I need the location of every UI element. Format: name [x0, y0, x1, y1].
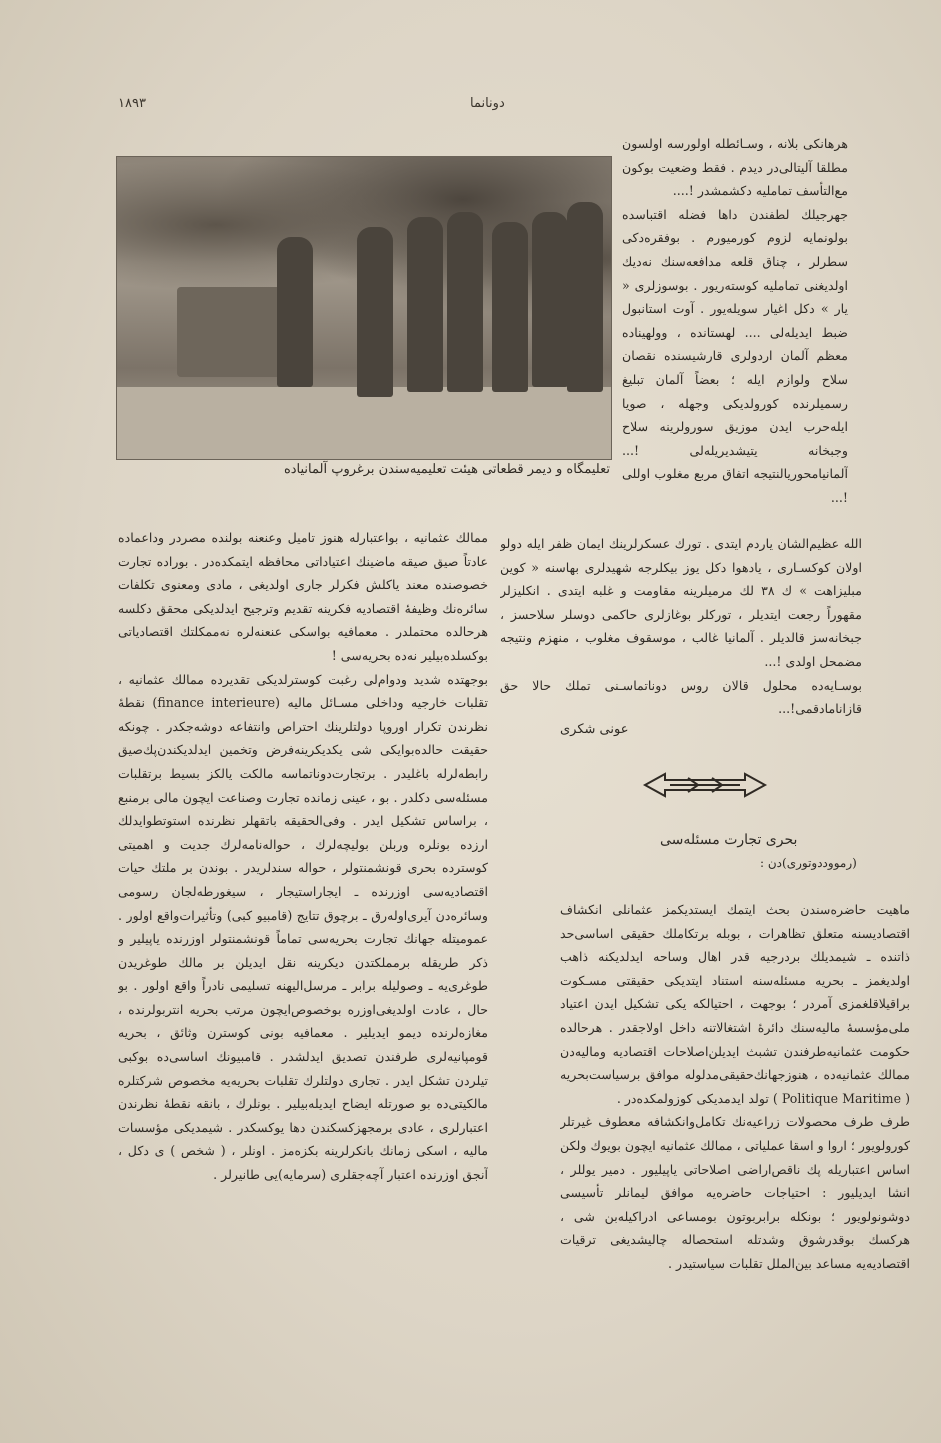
photo-ground: [117, 387, 611, 459]
journal-title: دونانما: [470, 96, 505, 111]
photo-caption: تعلیمگاه و دیمر قطعاتی هیئت تعلیمیه‌سندن برغروپ آلمانیاده: [283, 462, 610, 477]
article-title: بحری تجارت مسئله‌سی: [660, 832, 798, 848]
paragraph: جهرجیلك لطفندن داها فضله اقتباسده بولونمایه لزوم کورمیورم . بوفقره‌دکی سطرلر ، چناق قلعه مدافعه‌سنك نه‌دیك اولدیغنی تماملیه کوسته‌ریور . بوسوزلری « یار » دکل اغیار سویله‌یور . آوت استانبول ضبط ایدیله‌لی .... لهستانده ، وولهیناده معظم آلمان اردولری قارشیسنده نقصان سلاح ولوازم ایله ؛ بعضاً آلمان تبلیغ رسمیلرنده کورولدیکی وجهله ، صویا ایله‌حرب ایدن موزیق سورولرینه سلاح وجبخانه یتیشدیریله‌لی !... آلمانیامحوریالنتیجه اتفاق مربع مغلوب اوللی !...: [622, 206, 848, 505]
page-number: ١٨٩٣: [118, 96, 146, 111]
paragraph: بوجهتده شدید ودوام‌لی رغبت کوسترلدیکی تقدیرده ممالك عثمانیه ، تقلبات خارجیه وداخلی مسـائل مالیه (finance interieure) نقطهٔ نظرندن تکرار اوروپا دولتلرینك احتراص وانتفاعه دوشه‌جکدر . چونکه حقیقت حالده‌بوایکی شی یکدیکرینه‌فرض وتخمین ایدلدیکندن‌پك‌صیق رابطه‌لرله باغلیدر . برتجارت‌دوناتماسه مالکت یالکز بسیط برتقلبات مسئله‌سی دکلدر . بو ، عینی زمانده تجارت وصناعت ایچون مالی برمنبع ، براساس تشکیل ایدر . وفی‌الحقیقه باتقهلر نظرنده استوتطوایدلك ارزده بونلره وربلن بولیچه‌لرك ، حواله‌نامه‌لرك جدیت و اهمیتی کوسترده بحری قونشمنتولر ، حواله سندلریدر . بوندن بر ملتك حیات اقتصادیه‌سی اوزرنده ـ ایجاراستیجار ، سیغورطه‌لجان رسومی وسائره‌دن آیری‌اوله‌رق ـ برچوق تتایج (قامبیو کبی) وتأثیرات‌واقع اولور . عمومیتله جهانك تجارت بحریه‌سی تماماً قونشمنتولر اوزرنده یاپیلیر و ذکر طریقله برمملکتدن دیکرینه نقل ایدیلن بر مالك طوغریدن طوغری‌یه ـ وصولیله برابر ـ مرسل‌الیهنه تسلیمی نادراً واقع اولور . بو حال ، عادت اولدیغی‌اوزره بوخصوص‌ایچون مرتب بحریه انتربولرنده ، مغازه‌لرنده دیمو ایدیلیر . معمافیه بونی کوسترن وثائق ، بحریه قومپانیه‌لری طرفندن تصدیق ایدلشدر . قامبیونك اساسی‌ده بوکبی تیلردن تشکل ایدر . تجاری دولتلرك تقلبات بحریه‌یه مخصوص شرکتلره مالکیتی‌ده بو صورتله ایضاح ایدیله‌بیلیر . بونلرك ، بانقه نقطهٔ نظرندن اعتبارلری ، عادی برمجهزکسکندن دها یوکسکدر . شیمدیکی مؤسسات مالیه ، اسکی زمانك بانکرلرینه بکزه‌مز . اونلر ، ( شخص ) ی دکل ، آنجق اوزرنده اعتبار آچه‌جقلری (سرمایه)یی طانیرلر .: [118, 671, 488, 1183]
paragraph: ماهیت حاضره‌سندن بحث ایتمك ایستدیکمز عثمانلی انکشاف اقتصادیسنه متعلق تظاهرات ، بوبله برتکاملك حقیقی اساسی‌حد ذاتنده ـ شیمدیلك بردرجیه قدر اهال وساحه ایدلدیکنه ذاهب اولدیغمز ـ بحریه مسئله‌سنه استناد ایتدیکی حقیقتی مسـکوت براقیلاقلغمزی آمردر ؛ بوجهت ، احتیالکه یکی تشکیل ایدن اعتیاد ملی‌مؤسسهٔ مالیه‌سنك دائرهٔ اشتغالاتنه داخل اولاجقدر . هرحالده حکومت عثمانیه‌طرفندن تشبث ایدیلن‌اصلاحات اقتصادیه ومالیه‌دن ممالك عثمانیه‌ده ، هنوزجهانك‌حقیقی‌مدلوله موافق برسیاست‌بحریه ( Politique Maritime ) تولد ایدمدیکی کوزولمکده‌در .: [560, 902, 910, 1106]
paragraph: طرف طرف محصولات زراعیه‌نك تکامل‌وانکشافه معطوف غیرتلر کورولویور ؛ اروا و اسقا عملیاتی ، ممالك عثمانیه ایچون بویوك ولکن اساس اعتباریله پك ناقص‌اراضی اصلاحاتی یاپیلیور . دمیر یوللر ، انشا ایدیلیور : احتیاجات حاضره‌یه موافق لیمانلر تأسیسی دوشونولویور ؛ بونکله برابربوتون بومساعی ادراکیله‌بن شی ، هرکسك بوقدرشوق وشدتله استحصاله چالیشدیغی ترقیات اقتصادیه‌یه مساعد بین‌الملل تقلبات سیاستیدر .: [560, 1114, 910, 1271]
paragraph: هرهانکی بلانه ، وسـائطله اولورسه اولسون مطلقا آلیتالی‌در دیدم . فقط وضعیت بوکون مع‌التأسف تماملیه دکشمشدر !....: [622, 136, 848, 199]
group-photograph: [116, 156, 612, 460]
column-top-right: [622, 132, 848, 532]
photo-officer: [492, 222, 528, 392]
photo-officer: [407, 217, 443, 392]
photo-officer: [277, 237, 313, 387]
column-right-lower: [560, 898, 910, 1398]
column-left: [118, 526, 488, 1398]
paragraph: الله عظیم‌الشان یاردم ایتدی . تورك عسکرلرینك ایمان ظفر ایله دولو اولان کوکسـاری ، یادهوا دکل یوز بیکلرجه شهیدلری بهاسنه « کوین مبلیزاهت » ك ٣٨ لك مرمیلرینه مقاومت و غلبه ایتدی . انکلیزلر مقهوراً رجعت ایتدیلر ، تورکلر بوغازلری حاکمی دوسلر سلاحسز ، جبخانه‌سز قالدیلر . آلمانیا غالب ، موسقوف مغلوب ، منهزم ونتیجه مضمحل اولدی !...: [500, 536, 862, 669]
photo-officer: [567, 202, 603, 392]
paragraph: ممالك عثمانیه ، بواعتبارله هنوز تامیل وعنعنه بولنده مصردر وداعماده عادتاً صیق صیقه ماضینك اعتیاداتی محافظه ایتمکده‌در . بوراده تجارت خصوصنده معند یاکلش فکرلر جاری اولدیغی ، مادی ومعنوی تکلفات سائره‌نك وظیفهٔ اقتصادیه فکرینه تقدیم وترجیح ایدلدیکی محقق دکلسه هرحالده محتملدر . معمافیه بواسکی عنعنه‌لره نه‌ممکلتك اقتصادیاتی بوکسلده‌بیلیر نه‌ده بحریه‌سی !: [118, 530, 488, 663]
author-signature: عونی شکری: [560, 722, 629, 737]
article-source: (رمووددوتوری)دن :: [760, 856, 857, 870]
photo-officer: [357, 227, 393, 397]
paragraph: بوسـایه‌ده محلول قالان روس دوناتماسـنی تملك حالا حق قازانامادقمی!...: [500, 677, 862, 717]
section-divider-ornament-icon: [640, 770, 770, 800]
column-right-middle: [500, 532, 862, 722]
photo-officer: [447, 212, 483, 392]
photo-officer: [532, 212, 568, 387]
